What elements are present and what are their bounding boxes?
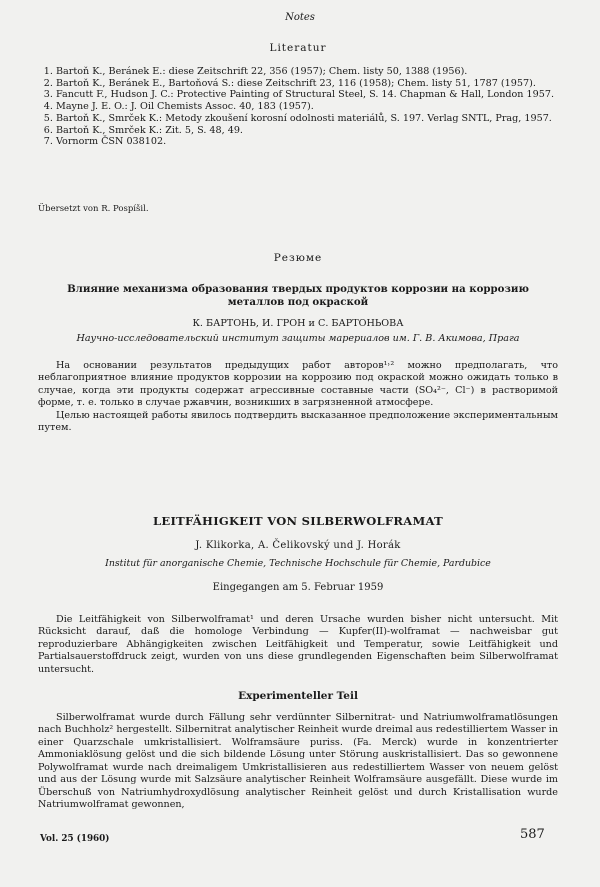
resume-institute-wrap bbox=[38, 333, 558, 344]
article-institute: Institut für anorganische Chemie, Technische Hochschule für Chemie, Pardubice bbox=[105, 558, 491, 569]
translator-note-wrap bbox=[38, 204, 558, 214]
resume-paragraph-2: Целью настоящей работы явилось подтвердить высказанное предположение экспериментальным путем. bbox=[38, 409, 558, 434]
subheading-wrap bbox=[38, 690, 558, 702]
resume-body bbox=[38, 360, 558, 435]
experimental-wrap bbox=[38, 712, 558, 812]
reference-list-wrap bbox=[38, 66, 558, 148]
article-institute-wrap bbox=[38, 558, 558, 569]
running-head: Notes bbox=[285, 12, 315, 23]
article-authors: J. Klikorka, A. Čelikovský und J. Horák bbox=[195, 540, 401, 551]
translator-note: Übersetzt von R. Pospíšil. bbox=[38, 204, 149, 214]
experimental-paragraph: Silberwolframat wurde durch Fällung sehr verdünnter Silbernitrat- und Natriumwolframatlösungen nach Buchholz² hergestellt. Silbernitrat analytischer Reinheit wurde dreimal aus redestilliertem Wasser in einer Quarzschale umkristallisiert. Wolframsäure puriss. (Fa. Merck) wurde in konzentrierter Ammoniaklösung gelöst und die sich bildende Lösung unter Störung auskristallisiert. Das so gewonnene Polywolframat wurde nach dreimaligem Umkristallisieren aus redestilliertem Wasser von neuem gelöst und aus der Lösung wurde mit Salzsäure analytischer Reinheit Wolframsäure ausgefällt. Diese wurde im Überschuß von Natriumhydroxydlösung analytischer Reinheit gelöst und durch Kristallisation wurde Natriumwolframat gewonnen, bbox=[38, 712, 558, 811]
reference-item: 3. Fancutt F., Hudson J. C.: Protective Painting of Structural Steel, S. 14. Chapman & Hall, London 1957. bbox=[56, 89, 558, 101]
resume-heading-wrap bbox=[38, 252, 558, 264]
reference-item: 6. Bartoň K., Smrček K.: Zit. 5, S. 48, 49. bbox=[56, 125, 558, 137]
resume-authors: К. БАРТОНЬ, И. ГРОН и С. БАРТОНЬОВА bbox=[192, 318, 404, 329]
resume-title-wrap bbox=[38, 283, 558, 309]
resume-authors-wrap bbox=[38, 318, 558, 329]
reference-item: 7. Vornorm ČSN 038102. bbox=[56, 136, 558, 148]
article-authors-wrap bbox=[38, 540, 558, 551]
article-title: LEITFÄHIGKEIT VON SILBERWOLFRAMAT bbox=[153, 514, 443, 528]
intro-wrap bbox=[38, 614, 558, 676]
received-date: Eingegangen am 5. Februar 1959 bbox=[212, 582, 384, 593]
reference-item: 5. Bartoň K., Smrček K.: Metody zkoušení korosní odolnosti materiálů, S. 197. Verlag SNTL, Prag, 1957. bbox=[56, 113, 558, 125]
reference-list bbox=[38, 66, 558, 148]
literatur-heading: Literatur bbox=[269, 42, 327, 54]
journal-volume: Vol. 25 (1960) bbox=[40, 834, 110, 844]
received-date-wrap bbox=[38, 582, 558, 593]
reference-item: 2. Bartoň K., Beránek E., Bartoňová S.: diese Zeitschrift 23, 116 (1958); Chem. listy 51, 1787 (1957). bbox=[56, 78, 558, 90]
reference-item: 4. Mayne J. E. O.: J. Oil Chemists Assoc. 40, 183 (1957). bbox=[56, 101, 558, 113]
article-title-wrap bbox=[38, 514, 558, 528]
resume-paragraph-1: На основании результатов предыдущих работ авторов¹˒² можно предполагать, что неблагоприятное влияние продуктов коррозии на коррозию под окраской можно ожидать только в случае, когда эти продукты содержат агрессивные составные части (SO₄²⁻, Cl⁻) в растворимой форме, т. е. только в случае ржавчин, возникших в загрязненной атмосфере. bbox=[38, 360, 558, 409]
resume-institute: Научно-исследовательский институт защиты марериалов им. Г. В. Акимова, Прага bbox=[76, 333, 520, 344]
page-number: 587 bbox=[520, 827, 545, 842]
section-subheading: Experimenteller Teil bbox=[238, 690, 358, 702]
resume-title: Влияние механизма образования твердых продуктов коррозии на коррозию металлов под окраской bbox=[67, 283, 529, 308]
literatur-heading-wrap bbox=[38, 42, 558, 54]
intro-paragraph: Die Leitfähigkeit von Silberwolframat¹ und deren Ursache wurden bisher nicht untersucht. Mit Rücksicht darauf, daß die homologe Verbindung — Kupfer(II)-wolframat — nachweisbar gut reproduzierbare Abhängigkeiten zwischen Leitfähigkeit und Temperatur, sowie Leitfähigkeit und Partialsauerstoffdruck zeigt, wurden von uns diese grundlegenden Eigenschaften beim Silberwolframat untersucht. bbox=[38, 614, 558, 675]
reference-item: 1. Bartoň K., Beránek E.: diese Zeitschrift 22, 356 (1957); Chem. listy 50, 1388 (1956). bbox=[56, 66, 558, 78]
resume-heading: Резюме bbox=[273, 252, 323, 264]
